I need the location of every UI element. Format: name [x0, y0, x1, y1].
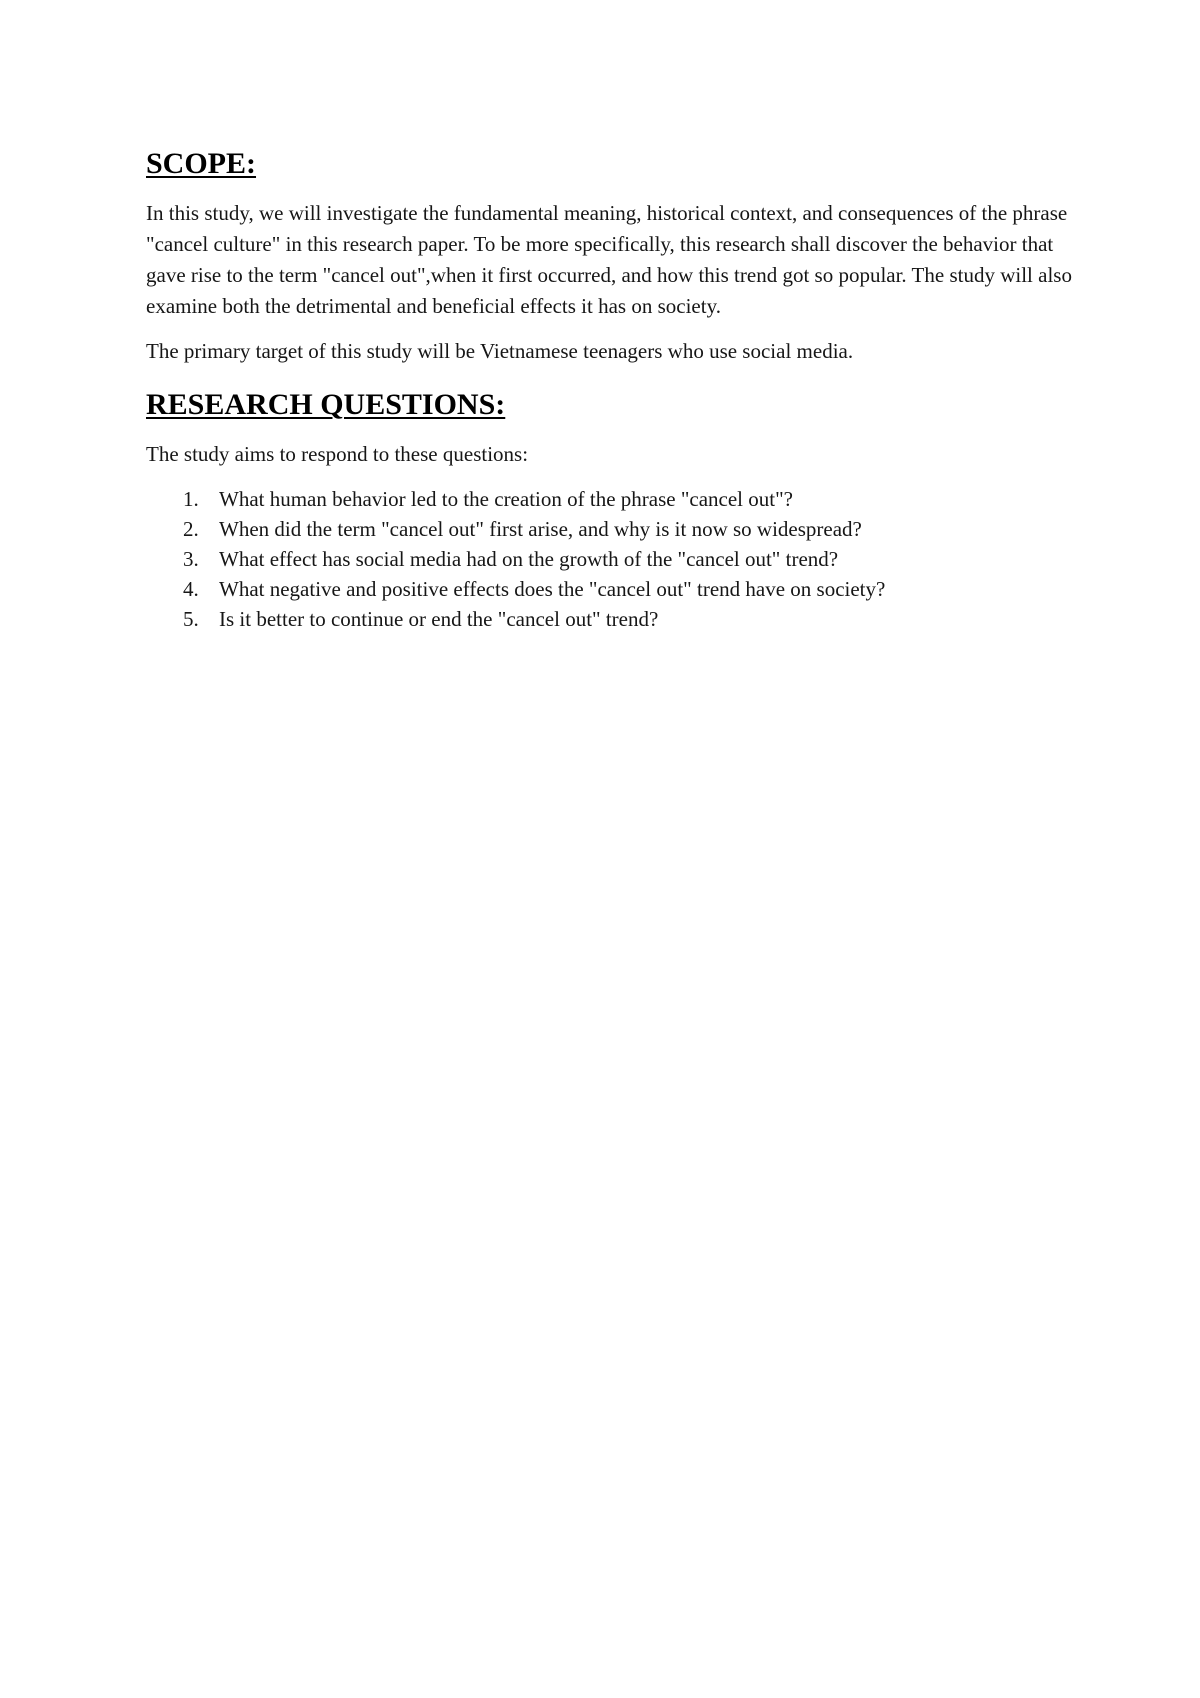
- list-item: [146, 574, 1076, 604]
- list-item-text: When did the term "cancel out" first arise, and why is it now so widespread?: [219, 517, 862, 541]
- research-questions-intro: The study aims to respond to these questions:: [146, 442, 529, 466]
- list-item-number: 4.: [183, 577, 199, 601]
- page-content: [146, 146, 1076, 634]
- list-item-number: 3.: [183, 547, 199, 571]
- list-item-number: 2.: [183, 517, 199, 541]
- list-item-text: Is it better to continue or end the "cancel out" trend?: [219, 607, 659, 631]
- list-item-number: 5.: [183, 607, 199, 631]
- research-questions-heading: RESEARCH QUESTIONS:: [146, 388, 506, 421]
- list-item-text: What effect has social media had on the growth of the "cancel out" trend?: [219, 547, 839, 571]
- list-item-text: What human behavior led to the creation of the phrase "cancel out"?: [219, 487, 793, 511]
- list-item-text: What negative and positive effects does the "cancel out" trend have on society?: [219, 577, 886, 601]
- scope-heading: SCOPE:: [146, 147, 257, 180]
- list-item: [146, 604, 1076, 634]
- research-questions-list: [146, 484, 1076, 634]
- list-item: [146, 544, 1076, 574]
- list-item-number: 1.: [183, 487, 199, 511]
- scope-paragraph: In this study, we will investigate the fundamental meaning, historical context, and consequences of the phrase "cancel culture" in this research paper. To be more specifically, this research shall discover the behavior that gave rise to the term "cancel out",when it first occurred, and how this trend got so popular. The study will also examine both the detrimental and beneficial effects it has on society.: [146, 201, 1072, 318]
- target-paragraph: The primary target of this study will be Vietnamese teenagers who use social media.: [146, 339, 854, 363]
- list-item: [146, 484, 1076, 514]
- list-item: [146, 514, 1076, 544]
